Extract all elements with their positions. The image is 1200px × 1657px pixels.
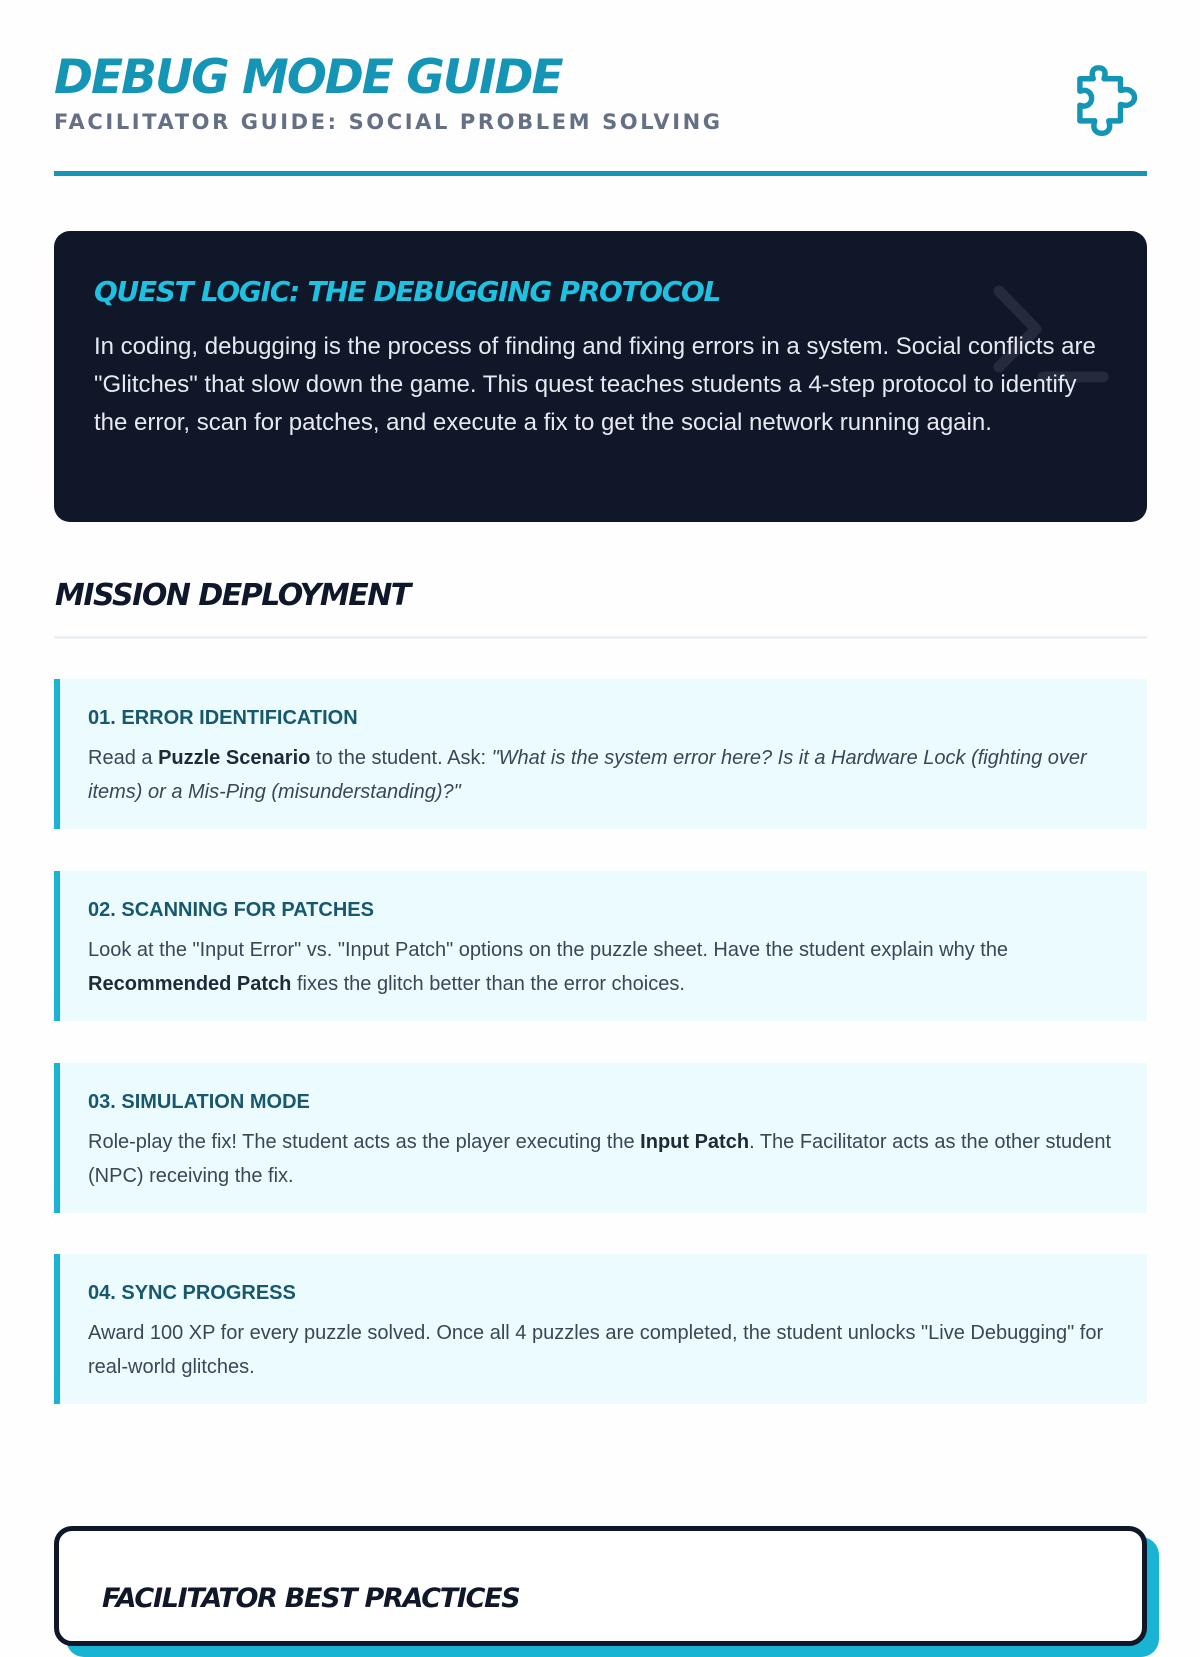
- step-question: "What is the system error here? Is it a Hardware Lock (fighting over items) or a Mis-Ping (misunderstanding)?": [88, 747, 1087, 803]
- step-card-error-identification: [54, 679, 1147, 829]
- step-text: . The Facilitator acts as the other student (NPC) receiving the fix.: [88, 1131, 1112, 1187]
- mission-section-title: MISSION DEPLOYMENT: [55, 578, 410, 613]
- quest-description: In coding, debugging is the process of finding and fixing errors in a system. Social conflicts are "Glitches" that slow down the game. This quest teaches students a 4-step protocol to identify the error, scan for patches, and execute a fix to get the social network running again.: [94, 333, 1096, 436]
- step-bold-term: Input Patch: [640, 1131, 750, 1153]
- best-practices-title: FACILITATOR BEST PRACTICES: [102, 1583, 520, 1614]
- page-subtitle: FACILITATOR GUIDE: SOCIAL PROBLEM SOLVING: [54, 110, 723, 134]
- step-text: fixes the glitch better than the error choices.: [291, 973, 685, 995]
- header-divider: [54, 171, 1147, 176]
- section-divider: [54, 636, 1147, 639]
- guide-header: [54, 50, 1147, 177]
- step-description: [88, 1316, 1113, 1384]
- step-card-sync-progress: [54, 1254, 1147, 1404]
- step-title: 03. SIMULATION MODE: [88, 1091, 310, 1113]
- step-card-simulation-mode: [54, 1063, 1147, 1213]
- step-text: Look at the "Input Error" vs. "Input Patch" options on the puzzle sheet. Have the student explain why the: [88, 939, 1009, 961]
- puzzle-piece-icon: [1069, 60, 1147, 138]
- step-title: 01. ERROR IDENTIFICATION: [88, 707, 358, 729]
- quest-title: QUEST LOGIC: THE DEBUGGING PROTOCOL: [94, 275, 721, 308]
- step-text: to the student. Ask:: [310, 747, 492, 769]
- step-text: Award 100 XP for every puzzle solved. Once all 4 puzzles are completed, the student unlocks "Live Debugging" for real-world glitches.: [88, 1322, 1104, 1378]
- step-text: Role-play the fix! The student acts as the player executing the: [88, 1131, 641, 1153]
- step-title: 04. SYNC PROGRESS: [88, 1282, 296, 1304]
- step-bold-term: Recommended Patch: [88, 973, 292, 995]
- step-text: Read a: [88, 747, 159, 769]
- step-title: 02. SCANNING FOR PATCHES: [88, 899, 374, 921]
- quest-logic-panel: [54, 231, 1147, 522]
- best-practices-card: [54, 1526, 1147, 1646]
- step-bold-term: Puzzle Scenario: [158, 747, 311, 769]
- step-card-scanning-for-patches: [54, 871, 1147, 1021]
- step-description: [88, 933, 1113, 1001]
- step-description: [88, 1125, 1113, 1193]
- step-description: [88, 741, 1113, 809]
- page-title: DEBUG MODE GUIDE: [54, 50, 562, 105]
